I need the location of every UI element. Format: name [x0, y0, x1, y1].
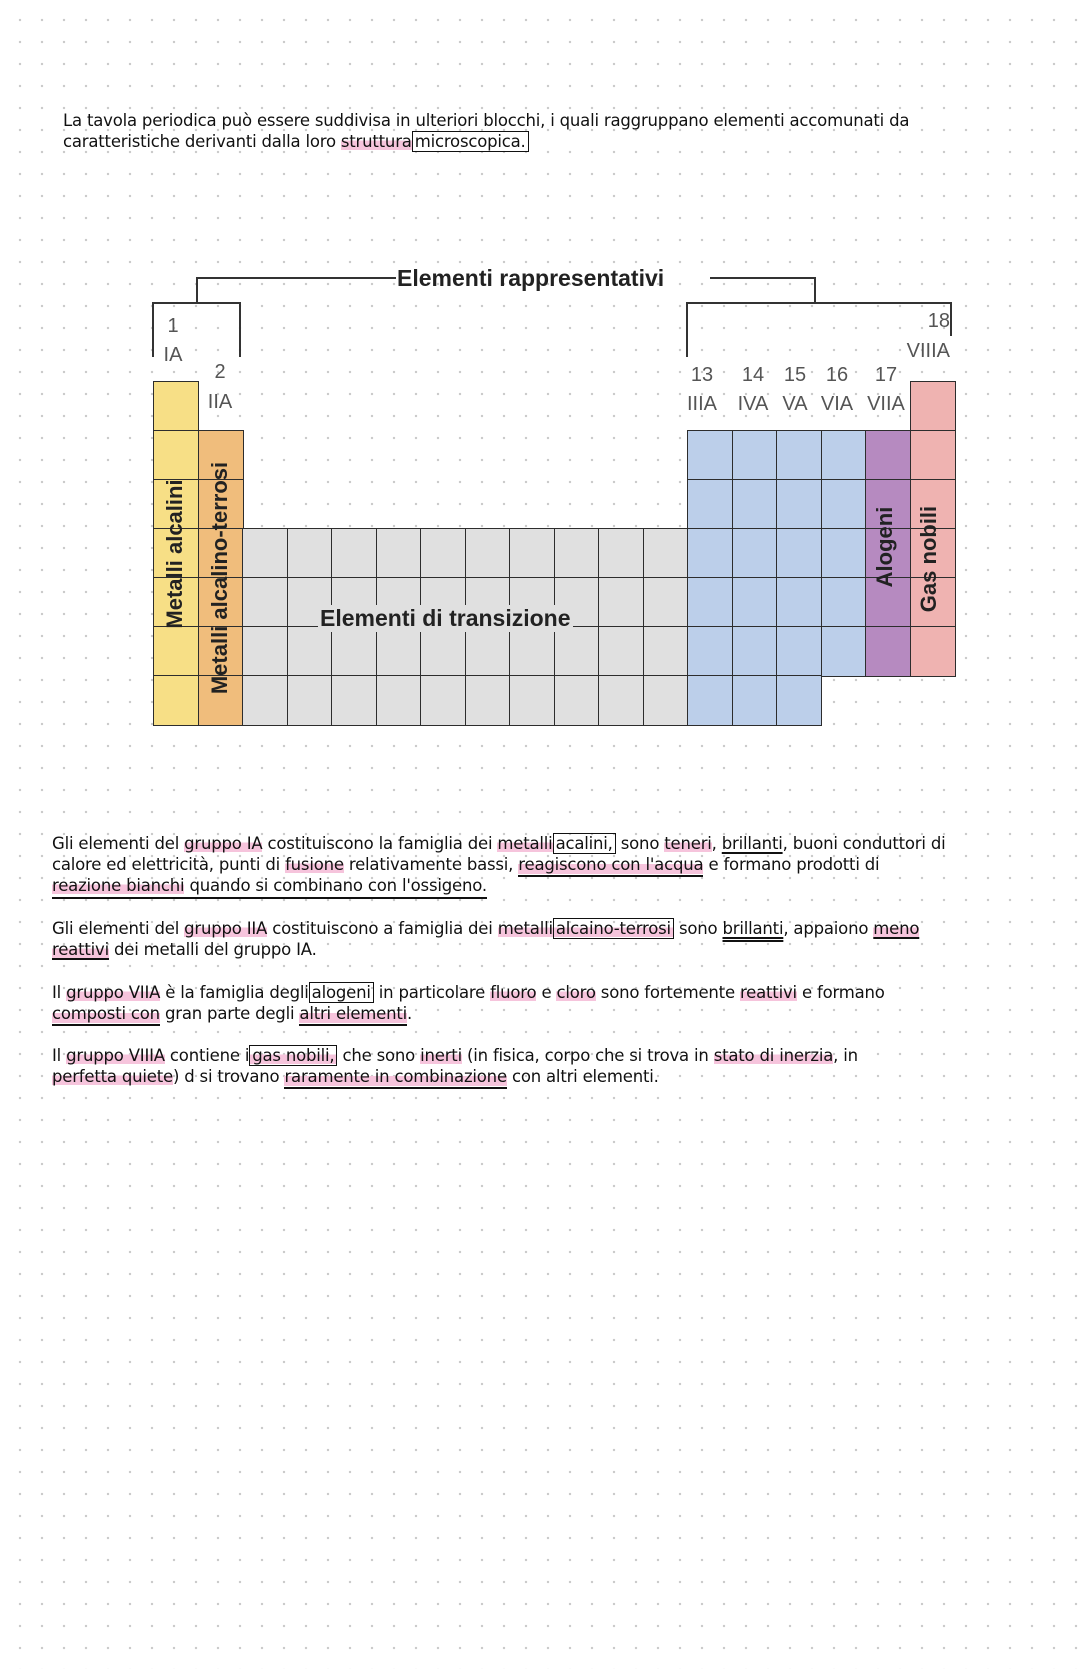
bracket-line: [814, 277, 816, 303]
group-15-number: 15: [783, 364, 807, 386]
cell-transition: [465, 528, 511, 579]
group-13-roman: IIIA: [686, 393, 717, 415]
bracket-line: [686, 302, 952, 304]
p4-line-1: Il gruppo VIIIA contiene i gas nobili, che sono inerti (in fisica, corpo che si trova in stato di inerzia, in: [52, 1046, 858, 1065]
cell-transition: [598, 577, 644, 628]
cell-transition: [509, 626, 555, 677]
boxed-term: alogeni: [309, 982, 374, 1003]
group-14-roman: IVA: [737, 393, 769, 415]
cell-transition: [287, 528, 333, 579]
highlight: perfetta quiete: [52, 1067, 173, 1086]
underlined-highlight: reagiscono con l'acqua: [518, 855, 703, 877]
bracket-line: [710, 277, 815, 279]
cell-transition: [420, 626, 466, 677]
highlight-struttura: struttura: [340, 132, 412, 151]
highlight: gruppo IA: [184, 834, 263, 853]
cell-p-block: [821, 577, 867, 628]
paragraph-group-viia: [52, 982, 1062, 1024]
cell-transition: [242, 577, 288, 628]
cell-halogen: [865, 430, 911, 481]
cell-transition: [376, 675, 422, 726]
bracket-line: [196, 277, 396, 279]
cell-p-block: [821, 626, 867, 677]
p1-line-3: [52, 875, 1062, 899]
cell-p-block: [732, 528, 778, 579]
underlined-line: reazione bianchi quando si combinano con l'ossigeno.: [52, 875, 487, 899]
cell-alkali: [153, 675, 199, 726]
cell-transition: [331, 528, 377, 579]
p2-line-2: reattivi dei metalli del gruppo IA.: [52, 940, 317, 959]
cell-transition: [598, 528, 644, 579]
highlight: reattivi: [739, 983, 797, 1002]
cell-noble-gas: [910, 626, 956, 677]
highlight: teneri: [664, 834, 712, 853]
group-17-roman: VIIA: [867, 393, 905, 415]
cell-p-block: [821, 528, 867, 579]
p1-line-1: Gli elementi del gruppo IA costituiscono la famiglia dei metalli acalini, sono teneri, brillanti, buoni conduttori di: [52, 834, 946, 853]
highlight: reazione bianchi: [52, 876, 185, 895]
cell-transition: [376, 626, 422, 677]
boxed-term: gas nobili,: [249, 1045, 337, 1066]
group-1-roman: IA: [163, 344, 183, 366]
p2-line-1: Gli elementi del gruppo IIA costituiscono a famiglia dei metalli alcaino-terrosi sono brillanti, appaiono meno: [52, 919, 920, 938]
cell-transition: [554, 528, 600, 579]
boxed-term: acalini,: [553, 833, 616, 854]
group-2-roman: IIA: [207, 391, 233, 413]
highlight: fluoro: [490, 983, 537, 1002]
highlight: metalli: [497, 919, 553, 938]
cell-transition: [598, 675, 644, 726]
group-18-roman: VIIIA: [906, 340, 950, 362]
group-2-number: 2: [214, 361, 226, 383]
label-transition-elements: Elementi di transizione: [320, 605, 571, 631]
underlined-highlight: meno: [873, 919, 920, 938]
label-alkaline-earth-metals: Metalli alcalino-terrosi: [207, 461, 232, 695]
p1-line-2: calore ed elettricità, punti di fusione relativamente bassi, reagiscono con l'acqua e formano prodotti di: [52, 854, 1062, 875]
cell-transition: [465, 675, 511, 726]
cell-transition: [242, 675, 288, 726]
cell-transition: [643, 626, 689, 677]
underlined-highlight: raramente in combinazione: [284, 1067, 506, 1089]
highlight: inerti: [420, 1046, 462, 1065]
highlight: cloro: [556, 983, 596, 1002]
highlight: gruppo VIIIA: [66, 1046, 165, 1065]
cell-transition: [598, 626, 644, 677]
cell-transition: [554, 675, 600, 726]
cell-transition: [643, 577, 689, 628]
cell-p-block: [732, 430, 778, 481]
underlined-term: brillanti: [721, 834, 783, 853]
boxed-term: alcaino-terrosi: [553, 918, 674, 939]
cell-p-block: [687, 577, 733, 628]
cell-transition: [242, 528, 288, 579]
underlined-highlight: altri elementi: [299, 1004, 407, 1026]
p4-line-2: perfetta quiete) d si trovano raramente in combinazione con altri elementi.: [52, 1066, 1062, 1087]
cell-transition: [554, 626, 600, 677]
cell-transition: [331, 626, 377, 677]
cell-p-block: [776, 479, 822, 530]
cell-transition: [643, 528, 689, 579]
group-13-number: 13: [690, 364, 714, 386]
cell-p-block: [732, 479, 778, 530]
cell-transition: [287, 675, 333, 726]
underlined-highlight: reattivi: [52, 940, 109, 959]
cell-p-block: [732, 577, 778, 628]
cell-p-block: [776, 675, 822, 726]
cell-p-block: [776, 430, 822, 481]
group-17-number: 17: [874, 364, 898, 386]
bracket-line: [950, 302, 952, 336]
intro-line-1: La tavola periodica può essere suddivisa in ulteriori blocchi, i quali raggruppano elementi accomunati da: [63, 111, 910, 130]
group-16-roman: VIA: [820, 393, 854, 415]
cell-transition: [287, 626, 333, 677]
cell-halogen: [865, 626, 911, 677]
cell-p-block: [687, 626, 733, 677]
group-18-number: 18: [927, 310, 950, 332]
underlined-highlight: composti con: [52, 1004, 160, 1026]
group-14-number: 14: [741, 364, 765, 386]
cell-transition: [509, 675, 555, 726]
cell-p-block: [687, 528, 733, 579]
cell-p-block: [821, 479, 867, 530]
group-15-roman: VA: [782, 393, 808, 415]
cell-transition: [643, 675, 689, 726]
cell-transition: [376, 528, 422, 579]
cell-p-block: [732, 675, 778, 726]
label-noble-gases: Gas nobili: [916, 505, 941, 613]
cell-noble-gas: [910, 381, 956, 432]
paragraph-group-viiia: [52, 1045, 1062, 1087]
cell-p-block: [687, 675, 733, 726]
cell-transition: [420, 675, 466, 726]
underlined-term: brillanti: [722, 919, 784, 938]
highlight: gruppo VIIA: [66, 983, 161, 1002]
cell-p-block: [821, 430, 867, 481]
periodic-table-figure: [0, 0, 1080, 760]
p3-line-2: composti con gran parte degli altri elementi.: [52, 1003, 1062, 1024]
group-16-number: 16: [825, 364, 849, 386]
label-halogens: Alogeni: [872, 506, 897, 588]
boxed-microscopica: microscopica.: [412, 131, 529, 152]
bracket-line: [196, 277, 198, 303]
cell-transition: [509, 528, 555, 579]
cell-transition: [331, 675, 377, 726]
cell-p-block: [776, 626, 822, 677]
bracket-line: [152, 302, 240, 304]
cell-p-block: [776, 528, 822, 579]
cell-transition: [420, 528, 466, 579]
group-1-number: 1: [167, 315, 179, 337]
cell-p-block: [776, 577, 822, 628]
paragraph-group-iia: [52, 918, 1062, 960]
cell-alkali: [153, 381, 199, 432]
cell-p-block: [687, 430, 733, 481]
cell-transition: [242, 626, 288, 677]
highlight: stato di inerzia: [713, 1046, 834, 1065]
cell-p-block: [732, 626, 778, 677]
cell-noble-gas: [910, 430, 956, 481]
bracket-line: [239, 302, 241, 357]
label-representative-elements: Elementi rappresentativi: [397, 265, 665, 291]
bracket-line: [686, 302, 688, 357]
paragraph-group-ia: [52, 833, 1062, 899]
highlight: metalli: [497, 834, 553, 853]
intro-line-2: caratteristiche derivanti dalla loro struttura microscopica.: [63, 131, 1023, 152]
highlight: gruppo IIA: [184, 919, 268, 938]
p3-line-1: Il gruppo VIIA è la famiglia degli alogeni in particolare fluoro e cloro sono fortemente reattivi e formano: [52, 983, 885, 1002]
cell-transition: [465, 626, 511, 677]
label-alkali-metals: Metalli alcalini: [162, 479, 187, 629]
cell-p-block: [687, 479, 733, 530]
highlight: fusione: [285, 855, 344, 874]
